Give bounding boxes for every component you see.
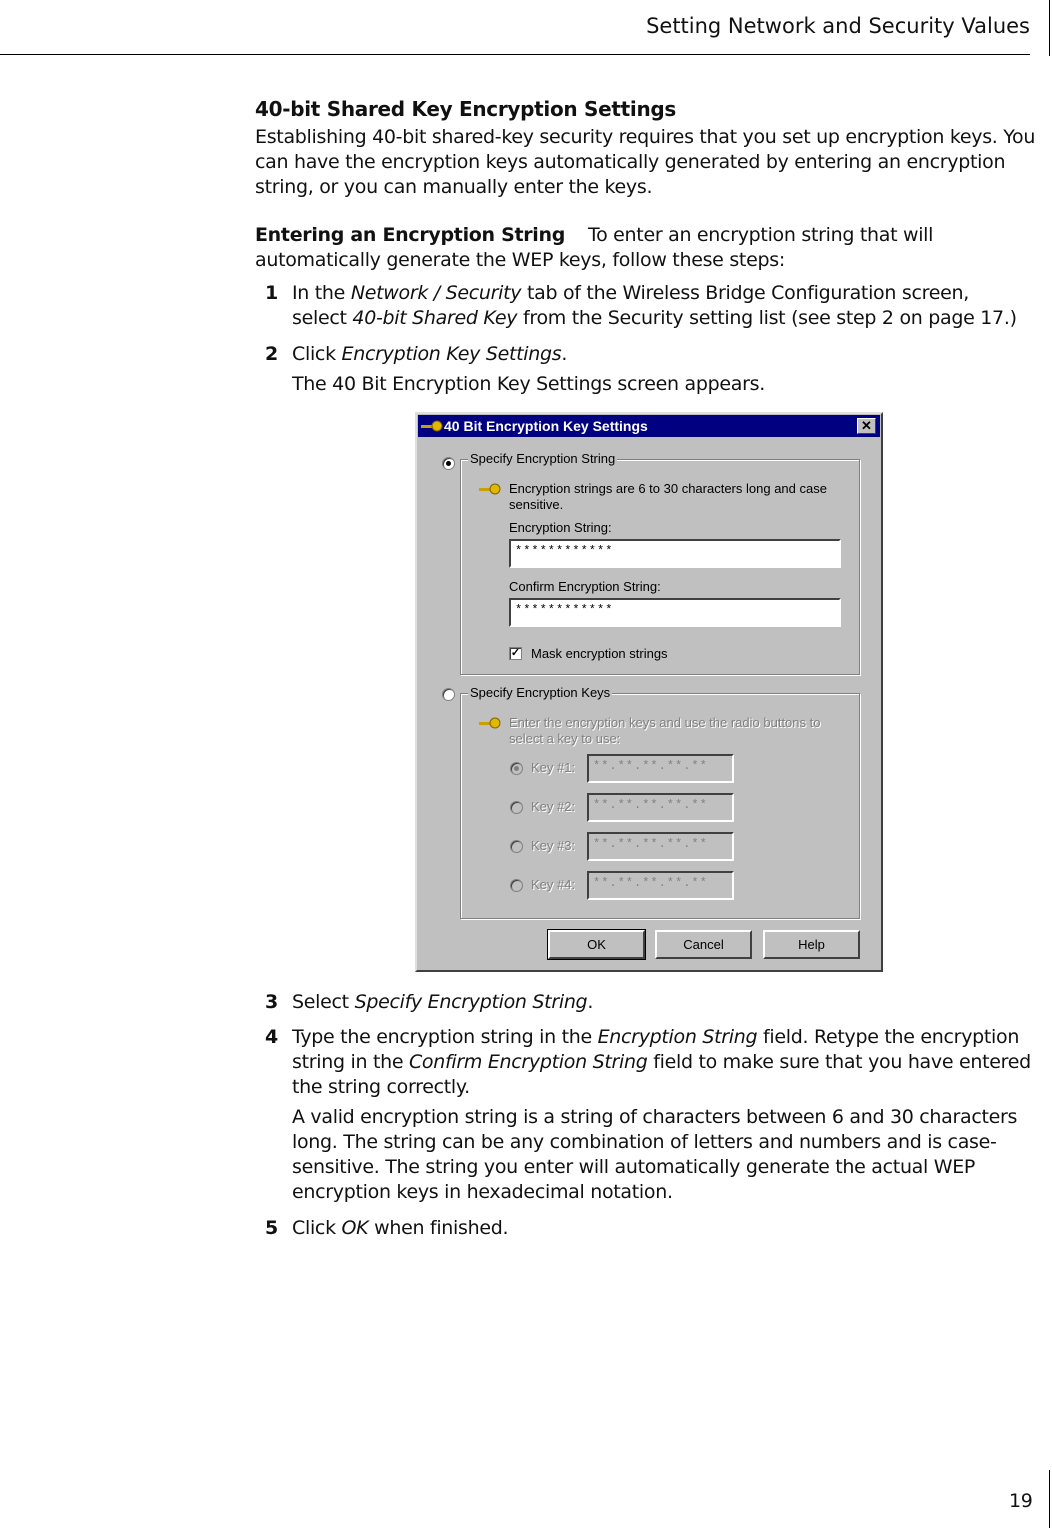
specify-keys-radio[interactable] (442, 688, 455, 701)
dialog-title-bar (418, 415, 880, 437)
key-2-input[interactable]: **.**.**.**.** (587, 793, 734, 822)
help-button[interactable]: Help (763, 930, 860, 959)
mask-checkbox[interactable]: ✓ (510, 647, 521, 659)
group-legend: Specify Encryption Keys (470, 685, 611, 700)
subsection-paragraph (255, 223, 1045, 273)
key-3-input[interactable]: **.**.**.**.** (587, 832, 734, 861)
ok-button[interactable]: OK (548, 930, 645, 959)
key-4-input[interactable]: **.**.**.**.** (587, 871, 734, 900)
header-rule (0, 54, 1030, 55)
step-2-note: The 40 Bit Encryption Key Settings screen appears. (292, 373, 765, 395)
step-1: In the Network / Security tab of the Wireless Bridge Configuration screen, select 40-bit Shared Key from the Security setting list (see step 2 on page 17.) (292, 282, 1017, 329)
running-header: Setting Network and Security Values (646, 14, 1030, 38)
key-1-label: Key #1: (531, 760, 576, 775)
footer-vertical-rule (1049, 1470, 1050, 1528)
cancel-button[interactable]: Cancel (655, 930, 752, 959)
dialog-title: 40 Bit Encryption Key Settings (444, 418, 648, 434)
confirm-string-input[interactable]: ************ (509, 598, 841, 627)
step-number: 1 (265, 282, 279, 304)
key-3-label: Key #3: (531, 838, 576, 853)
header-vertical-rule (1049, 0, 1050, 56)
specify-string-radio[interactable] (442, 457, 455, 470)
encryption-string-input[interactable]: ************ (509, 539, 841, 568)
key-4-radio[interactable] (510, 879, 523, 892)
keys-hint: Enter the encryption keys and use the radio buttons to select a key to use: (509, 715, 821, 746)
close-button[interactable]: ✕ (857, 418, 876, 434)
key-2-radio[interactable] (510, 801, 523, 814)
key-icon (479, 717, 501, 729)
page-number: 19 (1009, 1490, 1033, 1512)
mask-label: Mask encryption strings (531, 646, 668, 661)
key-4-label: Key #4: (531, 877, 576, 892)
key-icon (421, 420, 443, 432)
key-icon (479, 483, 501, 495)
string-hint: Encryption strings are 6 to 30 characters long and case sensitive. (509, 481, 827, 512)
key-2-label: Key #2: (531, 799, 576, 814)
step-number: 4 (265, 1026, 279, 1048)
key-3-radio[interactable] (510, 840, 523, 853)
step-number: 2 (265, 343, 279, 365)
step-4-note: A valid encryption string is a string of characters between 6 and 30 characters long. The string can be any combination of letters and numbers and is case-sensitive. The string you enter will automatically generate the actual WEP encryption keys in hexadecimal notation. (292, 1106, 1018, 1203)
encryption-string-label: Encryption String: (509, 520, 612, 535)
step-2: Click Encryption Key Settings. (292, 343, 568, 365)
step-3: Select Specify Encryption String. (292, 991, 594, 1013)
subsection-intro: To enter an encryption string that will automatically generate the WEP keys, follow these steps: (255, 224, 934, 271)
group-legend: Specify Encryption String (470, 451, 616, 466)
section-intro: Establishing 40-bit shared-key security requires that you set up encryption keys. You can have the encryption keys automatically generated by entering an encryption string, or you can manually enter the keys. (255, 126, 1036, 198)
step-5: Click OK when finished. (292, 1217, 509, 1239)
encryption-key-settings-dialog (415, 412, 883, 972)
subsection-title: Entering an Encryption String (255, 224, 566, 246)
step-4: Type the encryption string in the Encryption String field. Retype the encryption string in the Confirm Encryption String field to make sure that you have entered the string correctly. (292, 1026, 1031, 1098)
section-title: 40-bit Shared Key Encryption Settings (255, 97, 677, 121)
step-number: 5 (265, 1217, 279, 1239)
key-1-input[interactable]: **.**.**.**.** (587, 754, 734, 783)
step-number: 3 (265, 991, 279, 1013)
key-1-radio[interactable] (510, 762, 523, 775)
confirm-string-label: Confirm Encryption String: (509, 579, 661, 594)
